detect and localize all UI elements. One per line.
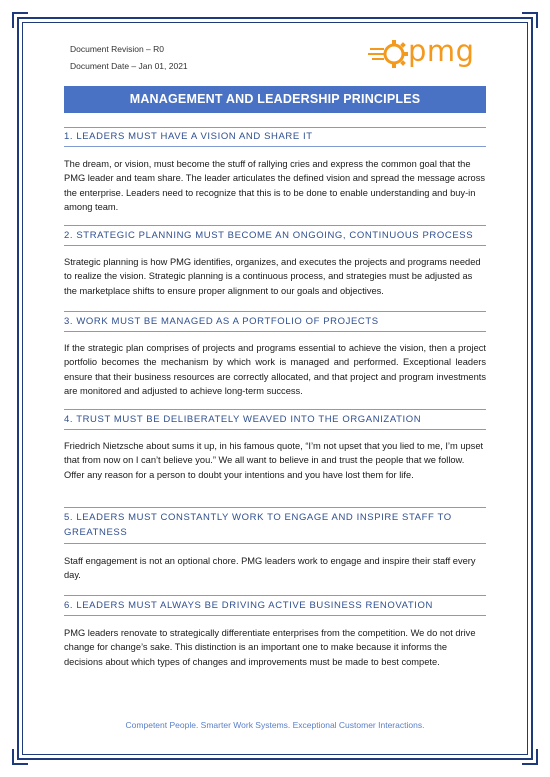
- section-divider: [64, 146, 486, 147]
- section-body: Friedrich Nietzsche about sums it up, in his famous quote, “I’m not upset that you lied to me, I’m upset that from now on I can’t believe you.” We all want to believe in and trust the people that we follow. Offer any reason for a person to doubt your intentions and you have lost them for life.: [64, 441, 484, 480]
- section-body: Staff engagement is not an optional chore. PMG leaders work to engage and inspire their staff every day.: [64, 556, 476, 581]
- corner-ornament: [12, 749, 28, 765]
- section-divider: [64, 507, 486, 508]
- section-heading: 6. LEADERS MUST ALWAYS BE DRIVING ACTIVE BUSINESS RENOVATION: [64, 600, 433, 611]
- company-logo: [368, 34, 488, 74]
- section-divider: [64, 127, 486, 128]
- section-divider: [64, 409, 486, 410]
- corner-ornament: [12, 12, 28, 28]
- document-date: Document Date – Jan 01, 2021: [70, 61, 188, 71]
- section-heading: 1. LEADERS MUST HAVE A VISION AND SHARE IT: [64, 131, 313, 142]
- section-divider: [64, 615, 486, 616]
- section-divider: [64, 311, 486, 312]
- section-body: If the strategic plan comprises of projects and programs essential to achieve the vision, then a project portfolio becomes the mechanism by which work is managed and performed. Exceptional leaders ensure that their business resources are correctly allocated, and that project and program investments are monitored and adjusted to achieve long-term success.: [64, 343, 486, 396]
- section-divider: [64, 331, 486, 332]
- section-body: Strategic planning is how PMG identifies, organizes, and executes the projects and programs needed to realize the vision. Strategic planning is a continuous process, and strategies must be adjusted as the marketplace shifts to ensure proper alignment to our goals and objectives.: [64, 257, 481, 296]
- document-revision: Document Revision – R0: [70, 44, 165, 54]
- footer-tagline: Competent People. Smarter Work Systems. Exceptional Customer Interactions.: [125, 720, 425, 730]
- section-heading: 2. STRATEGIC PLANNING MUST BECOME AN ONGOING, CONTINUOUS PROCESS: [64, 230, 474, 241]
- section-heading: 5. LEADERS MUST CONSTANTLY WORK TO ENGAGE AND INSPIRE STAFF TO GREATNESS: [64, 512, 452, 538]
- section-divider: [64, 225, 486, 226]
- section-divider: [64, 595, 486, 596]
- section-divider: [64, 245, 486, 246]
- section-heading: 4. TRUST MUST BE DELIBERATELY WEAVED INTO THE ORGANIZATION: [64, 414, 422, 425]
- section-divider: [64, 429, 486, 430]
- corner-ornament: [522, 749, 538, 765]
- page-title: MANAGEMENT AND LEADERSHIP PRINCIPLES: [64, 86, 486, 113]
- logo-wordmark: pmg: [408, 34, 475, 68]
- section-divider: [64, 543, 486, 544]
- section-body: PMG leaders renovate to strategically differentiate enterprises from the competition. We do not drive change for change’s sake. This distinction is an important one to make because it informs the decisions about which types of changes and improvements must be made to best compete.: [64, 628, 476, 667]
- gear-icon: [368, 34, 412, 74]
- section-heading: 3. WORK MUST BE MANAGED AS A PORTFOLIO OF PROJECTS: [64, 316, 379, 327]
- section-body: The dream, or vision, must become the stuff of rallying cries and express the common goal that the PMG leader and team share. The leader articulates the defined vision and spread the message across the enterprise. Leaders need to recognize that this is to be done to enable understanding and buy-in among team.: [64, 159, 486, 212]
- corner-ornament: [522, 12, 538, 28]
